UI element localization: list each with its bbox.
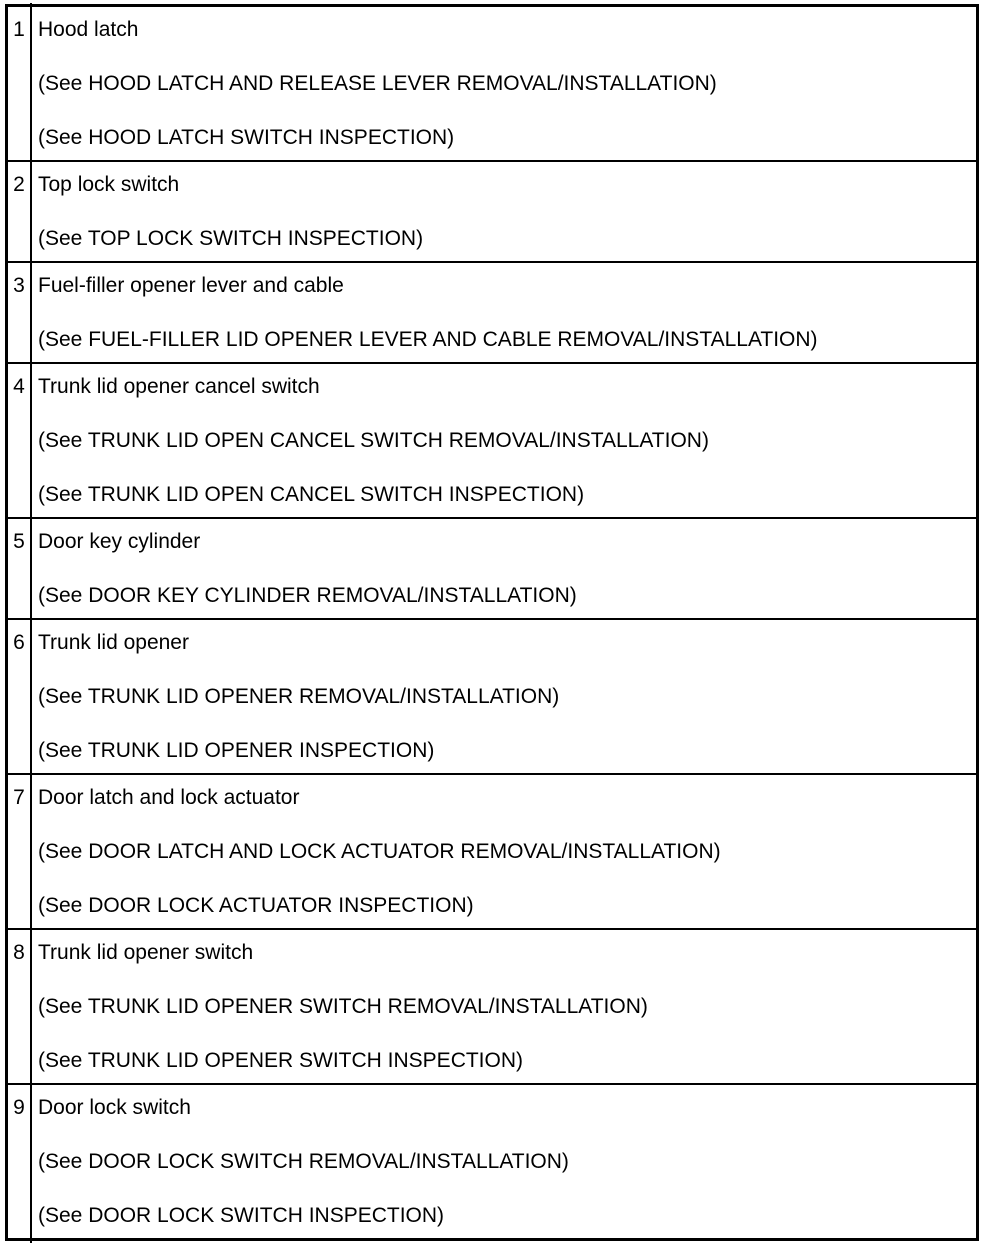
- component-name: Fuel-filler opener lever and cable: [38, 274, 344, 297]
- component-name: Hood latch: [38, 18, 139, 41]
- table-row: [8, 263, 976, 364]
- item-number-text: 8: [13, 941, 25, 964]
- item-description: [32, 3, 976, 165]
- item-description: [32, 926, 976, 1088]
- item-description: [32, 360, 976, 522]
- table-row: [8, 7, 976, 162]
- table-row: [8, 519, 976, 620]
- item-number-text: 2: [13, 173, 25, 196]
- reference-link[interactable]: (See DOOR KEY CYLINDER REMOVAL/INSTALLATION): [38, 584, 577, 607]
- reference-link[interactable]: (See TRUNK LID OPENER SWITCH REMOVAL/INSTALLATION): [38, 995, 648, 1018]
- reference-link[interactable]: (See FUEL-FILLER LID OPENER LEVER AND CABLE REMOVAL/INSTALLATION): [38, 328, 818, 351]
- component-name: Trunk lid opener: [38, 631, 189, 654]
- reference-link[interactable]: (See TRUNK LID OPEN CANCEL SWITCH REMOVAL/INSTALLATION): [38, 429, 709, 452]
- reference-link[interactable]: (See HOOD LATCH AND RELEASE LEVER REMOVAL/INSTALLATION): [38, 72, 717, 95]
- reference-link[interactable]: (See TRUNK LID OPENER SWITCH INSPECTION): [38, 1049, 524, 1072]
- item-number-text: 1: [13, 18, 25, 41]
- reference-link[interactable]: (See DOOR LOCK ACTUATOR INSPECTION): [38, 894, 474, 917]
- component-name: Door lock switch: [38, 1096, 191, 1119]
- component-name: Trunk lid opener cancel switch: [38, 375, 320, 398]
- table-row: [8, 162, 976, 263]
- item-number: [8, 1081, 32, 1243]
- component-name: Trunk lid opener switch: [38, 941, 254, 964]
- item-number: [8, 360, 32, 522]
- reference-link[interactable]: (See DOOR LOCK SWITCH REMOVAL/INSTALLATION): [38, 1150, 569, 1173]
- table-row: [8, 1085, 976, 1238]
- item-number: [8, 515, 32, 623]
- item-number-text: 4: [13, 375, 25, 398]
- item-number: [8, 259, 32, 367]
- item-number: [8, 771, 32, 933]
- reference-link[interactable]: (See TOP LOCK SWITCH INSPECTION): [38, 227, 424, 250]
- item-description: [32, 1081, 976, 1243]
- table-row: [8, 620, 976, 775]
- table-row: [8, 364, 976, 519]
- item-number-text: 7: [13, 786, 25, 809]
- item-number-text: 9: [13, 1096, 25, 1119]
- table-row: [8, 775, 976, 930]
- item-description: [32, 259, 976, 367]
- table-row: [8, 930, 976, 1085]
- item-number-text: 5: [13, 530, 25, 553]
- item-number: [8, 616, 32, 778]
- component-table: [5, 4, 979, 1241]
- reference-link[interactable]: (See DOOR LATCH AND LOCK ACTUATOR REMOVAL/INSTALLATION): [38, 840, 721, 863]
- item-number: [8, 158, 32, 266]
- reference-link[interactable]: (See HOOD LATCH SWITCH INSPECTION): [38, 126, 455, 149]
- reference-link[interactable]: (See TRUNK LID OPENER INSPECTION): [38, 739, 435, 762]
- item-number: [8, 3, 32, 165]
- item-description: [32, 158, 976, 266]
- item-description: [32, 515, 976, 623]
- component-name: Top lock switch: [38, 173, 180, 196]
- component-name: Door key cylinder: [38, 530, 201, 553]
- item-number: [8, 926, 32, 1088]
- item-description: [32, 771, 976, 933]
- reference-link[interactable]: (See TRUNK LID OPEN CANCEL SWITCH INSPECTION): [38, 483, 585, 506]
- item-description: [32, 616, 976, 778]
- component-name: Door latch and lock actuator: [38, 786, 300, 809]
- item-number-text: 3: [13, 274, 25, 297]
- item-number-text: 6: [13, 631, 25, 654]
- reference-link[interactable]: (See DOOR LOCK SWITCH INSPECTION): [38, 1204, 445, 1227]
- reference-link[interactable]: (See TRUNK LID OPENER REMOVAL/INSTALLATION): [38, 685, 560, 708]
